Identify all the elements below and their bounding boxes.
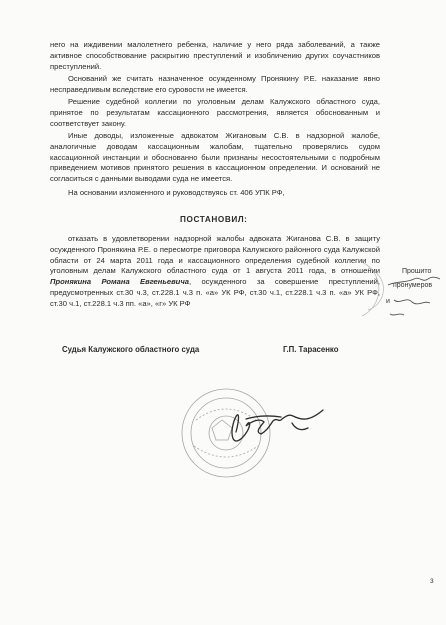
paragraph-mitigating-circumstances: него на иждивении малолетнего ребенка, наличие у него ряда заболеваний, а также активное способствование раскрытию преступлений и изобличению других соучастников преступлений. <box>50 40 380 71</box>
ruling-heading: ПОСТАНОВИЛ: <box>180 215 248 224</box>
page-number: 3 <box>430 578 434 585</box>
binding-stamp-line-2: пронумеров <box>393 282 433 289</box>
convict-name: Пронякина Романа Евгеньевича <box>50 277 189 287</box>
round-court-seal <box>182 389 270 477</box>
paragraph-punishment: Оснований же считать назначенное осужденному Пронякину Р.Е. наказание явно несправедливым вследствие его суровости не имеется. <box>50 74 380 94</box>
margin-seal-fragment <box>362 262 383 316</box>
paragraph-cassation-decision: Решение судебной коллегии по уголовным делам Калужского областного суда, принятое по результатам кассационного рассмотрения, является обоснованным и соответствует закону. <box>50 97 380 128</box>
judge-signature <box>232 410 323 441</box>
paragraph-other-arguments: Иные доводы, изложенные адвокатом Жигановым С.В. в надзорной жалобе, аналогичные доводам кассационным жалобам, тщательно проверялись судом кассационной инстанции и обоснованно были признаны несостоятельными с подробным приведением мотивов принятого решения в кассационном определении. И оснований не согласиться с данными выводами суда не имеется. <box>50 131 380 184</box>
paragraph-ruling: отказать в удовлетворении надзорной жалобы адвоката Жиганова С.В. в защиту осужденного Пронякина Р.Е. о пересмотре приговора Калужского районного суда Калужской области от 24 марта 2011 года и кассационного определения судебной коллегии по уголовным делам Калужского областного суда от 1 августа 2011 года, в отношении Пронякина Романа Евгеньевича, осужденного за совершение преступлений, предусмотренных ст.30 ч.3, ст.228.1 ч.3 п. «а» УК РФ, ст.30 ч.1, ст.228.1 ч.3 п. «а» УК РФ, ст.30 ч.1, ст.228.1 ч.3 пп. «а», «г» УК РФ <box>50 234 380 308</box>
binding-stamp-line-1: Прошито <box>402 268 432 275</box>
margin-signature <box>388 277 440 315</box>
paragraph-legal-basis: На основании изложенного и руководствуясь ст. 406 УПК РФ, <box>68 188 285 197</box>
judge-title: Судья Калужского областного суда <box>62 345 200 354</box>
binding-stamp-line-3: и <box>386 298 390 305</box>
judge-name: Г.П. Тарасенко <box>283 345 339 354</box>
